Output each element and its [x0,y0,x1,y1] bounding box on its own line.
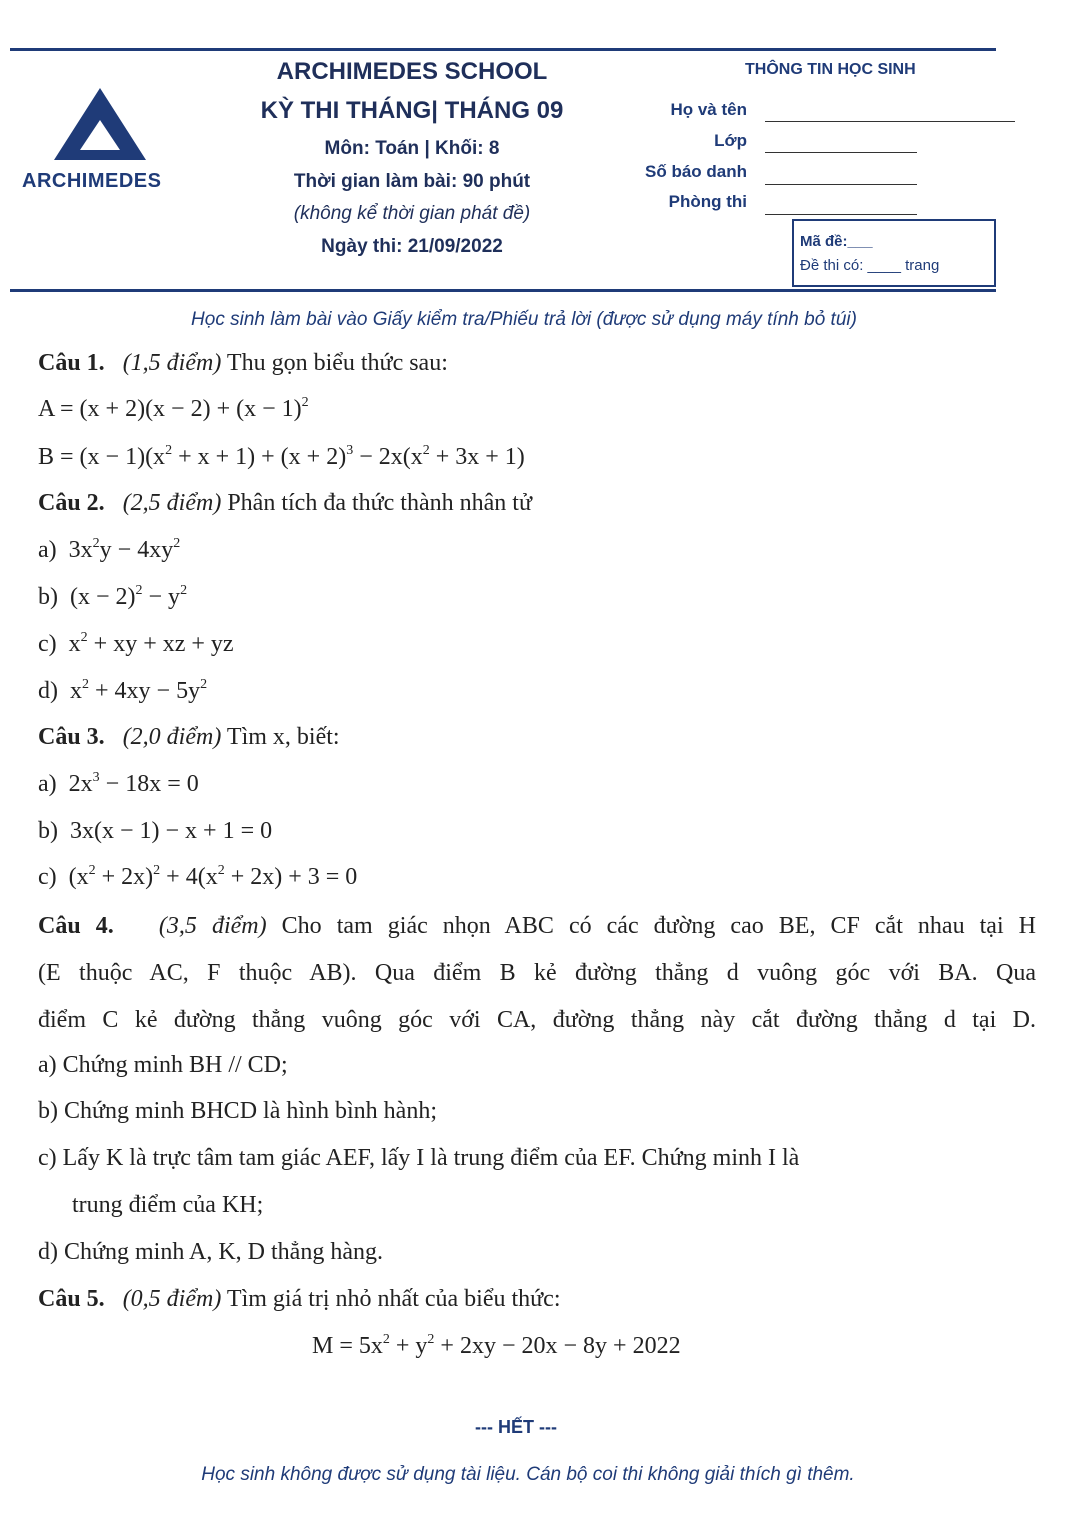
q4-part-c: c) Lấy K là trực tâm tam giác AEF, lấy I là trung điểm của EF. Chứng minh I là [38,1145,800,1171]
question-2 [38,490,532,517]
question-1-text: Thu gọn biểu thức sau: [226,350,448,376]
exam-code-row [800,233,873,250]
page-count-unit: trang [905,257,940,274]
expression-b: $B = (x - 1)(x^2 + x + 1) + (x + 2)^3 - 2x(x^2 + 3x + 1)$ [38,443,525,470]
q3-part-a: a) $2x^3 - 18x = 0$ [38,770,199,797]
question-1-label: Câu 1. [38,350,105,376]
subject-grade: Môn: Toán | Khối: 8 [324,138,500,159]
q2-part-c: c) $x^2$ + xy + xz + yz [38,630,234,657]
header-bottom-rule [10,289,996,292]
exam-code-label: Mã đề: [800,233,848,250]
logo-text: ARCHIMEDES [22,170,162,192]
expression-m: $M = 5x^2 + y^2 + 2xy - 20x - 8y + 2022$ [312,1332,681,1359]
q4-part-c-continued: trung điểm của KH; [72,1192,264,1218]
duration-note: (không kể thời gian phát đề) [293,203,531,224]
end-marker: --- HẾT --- [475,1417,557,1437]
q4-part-d: d) Chứng minh A, K, D thẳng hàng. [38,1239,383,1265]
q2-part-b: b) $(x - 2)^2 - y^2$ [38,583,188,610]
field-class-label: Lớp [714,131,747,150]
field-room-line[interactable] [765,214,917,215]
page-count-blank[interactable]: ____ [867,257,901,274]
question-5 [38,1286,561,1313]
school-name: ARCHIMEDES SCHOOL [276,58,548,85]
exam-code-blank[interactable]: ___ [847,233,873,250]
question-5-label: Câu 5. [38,1286,105,1312]
field-candidate-number-label: Số báo danh [645,162,747,181]
question-1 [38,350,448,377]
question-3-points: (2,0 điểm) [122,724,222,750]
student-info-title: THÔNG TIN HỌC SINH [745,61,916,78]
exam-date: Ngày thi: 21/09/2022 [321,236,503,257]
question-1-points: (1,5 điểm) [122,350,222,376]
question-3 [38,724,340,751]
question-5-points: (0,5 điểm) [122,1286,222,1312]
question-4-line-3: điểm C kẻ đường thẳng vuông góc với CA, đường thẳng này cắt đường thẳng d tại D. [38,1007,1036,1033]
question-5-text: Tìm giá trị nhỏ nhất của biểu thức: [226,1286,561,1312]
question-3-label: Câu 3. [38,724,105,750]
question-4-label: Câu 4. [38,913,114,939]
field-fullname-line[interactable] [765,121,1015,122]
field-fullname-label: Họ và tên [670,100,747,119]
q2-part-a: a) $3x^2y - 4xy^2$ [38,536,181,563]
instruction: Học sinh làm bài vào Giấy kiểm tra/Phiếu trả lời (được sử dụng máy tính bỏ túi) [191,309,857,330]
top-rule [10,48,996,51]
q4-part-b: b) Chứng minh BHCD là hình bình hành; [38,1098,437,1124]
question-2-label: Câu 2. [38,490,105,516]
question-4-text-1: Cho tam giác nhọn ABC có các đường cao BE, CF cắt nhau tại H [281,913,1037,939]
exam-title: KỲ THI THÁNG| THÁNG 09 [260,97,564,124]
q2-part-d: d) $x^2 + 4xy - 5y^2$ [38,677,208,704]
expression-a: $A = (x + 2)(x - 2) + (x - 1)^2$ [38,395,309,422]
q3-part-b: b) 3x(x − 1) − x + 1 = 0 [38,818,273,844]
footer-note: Học sinh không được sử dụng tài liệu. Cán bộ coi thi không giải thích gì thêm. [201,1464,855,1485]
page-count-row [800,257,939,274]
q3-part-c: c) $(x^2 + 2x)^2 + 4(x^2 + 2x) + 3 = 0$ [38,863,358,890]
exam-code-box [792,219,996,287]
question-4-line-1 [38,903,1036,950]
field-candidate-number-line[interactable] [765,184,917,185]
page-count-label: Đề thi có: [800,257,864,274]
question-2-text: Phân tích đa thức thành nhân tử [227,490,532,516]
q4-part-a: a) Chứng minh BH // CD; [38,1052,288,1078]
question-2-points: (2,5 điểm) [122,490,222,516]
question-4 [38,903,1036,1044]
field-room-label: Phòng thi [668,192,747,211]
question-3-text: Tìm x, biết: [226,724,340,750]
question-4-points: (3,5 điểm) [158,913,267,939]
archimedes-logo-icon [50,88,150,164]
exam-duration: Thời gian làm bài: 90 phút [293,171,531,192]
field-class-line[interactable] [765,152,917,153]
question-4-line-2: (E thuộc AC, F thuộc AB). Qua điểm B kẻ đường thẳng d vuông góc với BA. Qua [38,960,1036,986]
